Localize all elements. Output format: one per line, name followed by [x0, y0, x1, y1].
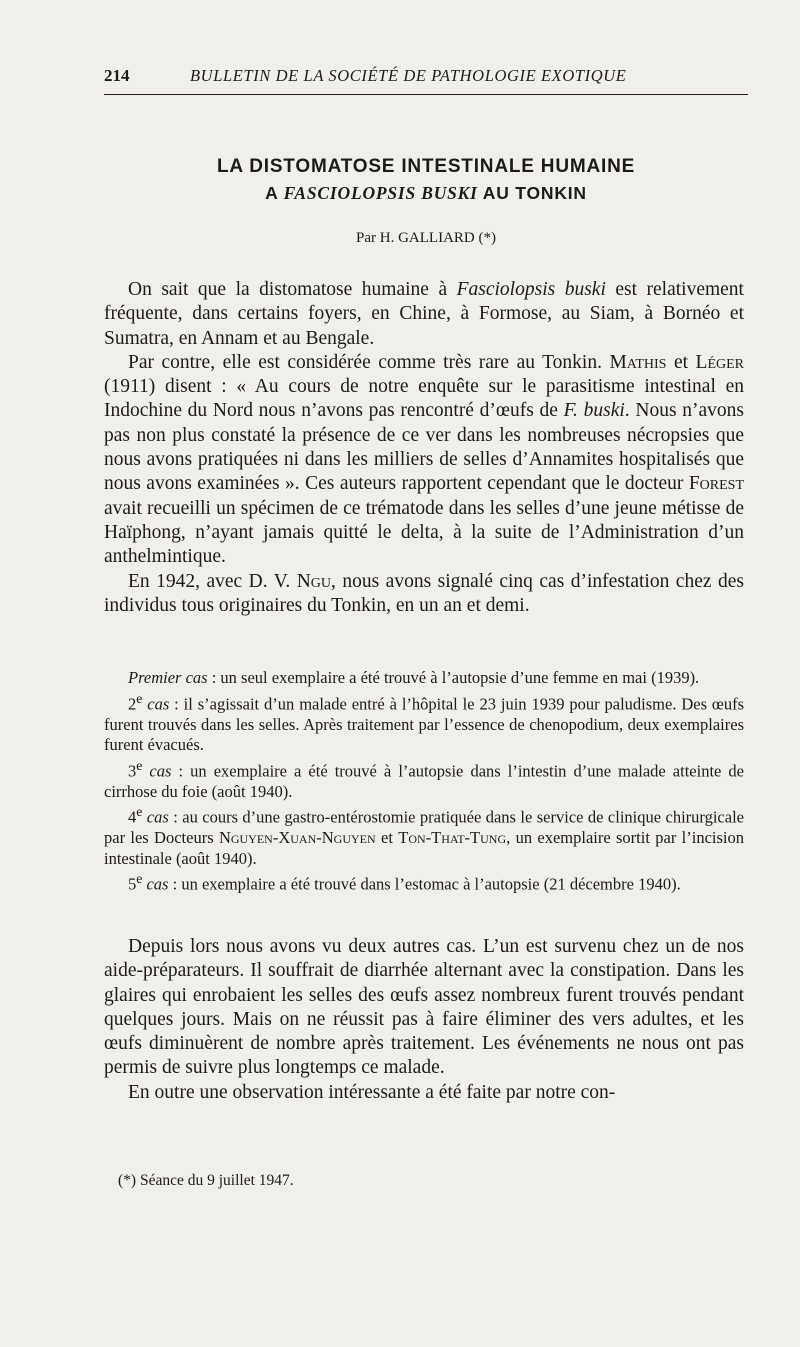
author-name: Léger — [695, 351, 744, 373]
case-label: cas — [149, 761, 172, 780]
running-head — [104, 66, 748, 90]
surgeon-name: Nguyen-Xuan-Nguyen — [218, 828, 376, 847]
case-text: : il s’agissait d’un malade entré à l’hôpital le 23 juin 1939 pour paludisme. Des œufs furent trouvés dans les selles. Après traitement par l’essence de chenopodium, deux exemplaires furent évacués. — [104, 694, 744, 754]
paragraph-3 — [104, 570, 744, 619]
text-run: On sait que la distomatose humaine à — [128, 279, 457, 300]
author-name: Mathis — [609, 351, 667, 373]
case-number-suffix: e — [136, 871, 143, 886]
case-number: 5 — [128, 874, 137, 894]
journal-title: BULLETIN DE LA SOCIÉTÉ DE PATHOLOGIE EXOTIQUE — [190, 66, 627, 85]
paragraph-5: En outre une observation intéressante a été faite par notre con- — [128, 1081, 616, 1103]
text-run: , nous avons signalé cinq cas d’infestation chez des individus tous originaires du Tonkin, en un an et demi. — [104, 570, 744, 616]
text-run: est relativement fréquente, dans certains foyers, en Chine, à Formose, au Siam, à Bornéo et Sumatra, en Annam et au Bengale. — [104, 279, 744, 349]
case-item — [104, 802, 744, 869]
text-run: et — [666, 351, 696, 373]
paragraph-2 — [104, 351, 744, 570]
text-run: . Nous n’avons pas non plus constaté la présence de ce ver dans les nombreuses nécropsies que nous avons pratiquées ni dans les milliers de selles d’Annamites hospitalisés que nous avons examinées ». Ces auteurs rapportent cependant que le docteur — [104, 400, 744, 495]
case-item — [104, 689, 744, 756]
body-section-2 — [104, 935, 744, 1105]
case-item — [104, 869, 744, 895]
header-rule — [104, 94, 748, 95]
title-species: FASCIOLOPSIS BUSKI — [283, 183, 478, 203]
case-text: : un exemplaire a été trouvé dans l’estomac à l’autopsie (21 décembre 1940). — [168, 874, 681, 894]
case-text: : au cours d’une gastro-entérostomie pratiquée dans le service de clinique chirurgicale par les Docteurs — [104, 807, 744, 847]
case-item — [104, 756, 744, 803]
case-label: cas — [147, 694, 170, 713]
article-title-line-2 — [104, 183, 748, 204]
case-item — [104, 668, 744, 689]
case-number-suffix: e — [136, 804, 143, 819]
case-number: 2 — [128, 694, 137, 713]
case-text: : un seul exemplaire a été trouvé à l’autopsie d’une femme en mai (1939). — [207, 668, 700, 687]
case-number: 3 — [128, 761, 137, 780]
author-name: Forest — [688, 473, 744, 495]
case-list — [104, 668, 744, 895]
case-label: Premier cas — [128, 668, 208, 687]
title-prefix: A — [265, 183, 284, 203]
text-run: Par contre, elle est considérée comme très rare au Tonkin. — [128, 351, 610, 373]
text-run: avait recueilli un spécimen de ce trématode dans les selles d’une jeune métisse de Haïphong, n’ayant jamais quitté le delta, à la suite de l’Administration d’un anthelmintique. — [104, 497, 744, 568]
text-run: En 1942, avec D. V. — [128, 570, 297, 592]
title-suffix: AU TONKIN — [477, 183, 587, 203]
page-number: 214 — [104, 66, 130, 85]
paragraph-1 — [104, 278, 744, 351]
case-text: , un exemplaire sortit par l’incision intestinale (août 1940). — [104, 828, 744, 868]
case-label: cas — [146, 874, 169, 894]
text-run: (1911) disent : « Au cours de notre enquête sur le parasitisme intestinal en Indochine du Nord nous n’avons pas rencontré d’œufs de — [104, 376, 744, 422]
footnote: (*) Séance du 9 juillet 1947. — [118, 1172, 294, 1189]
species-name: F. buski — [563, 400, 625, 422]
species-name: Fasciolopsis buski — [456, 279, 606, 300]
paragraph-4: Depuis lors nous avons vu deux autres cas. L’un est survenu chez un de nos aide-préparateurs. Il souffrait de diarrhée alternant avec la constipation. Dans les glaires qui enrobaient les selles des œufs assez nombreux furent trouvés pendant quelques jours. Mais on ne réussit pas à faire éliminer des vers adultes, et les œufs diminuèrent de nombre après traitement. Les événements ne nous ont pas permis de suivre plus longtemps ce malade. — [104, 936, 744, 1079]
case-number-suffix: e — [136, 690, 143, 706]
case-number: 4 — [128, 807, 137, 827]
author-line: Par H. GALLIARD (*) — [356, 230, 496, 246]
case-number-suffix: e — [136, 757, 143, 773]
surgeon-name: Ton-That-Tung — [398, 828, 507, 847]
case-label: cas — [146, 807, 169, 827]
article-title-line-1: LA DISTOMATOSE INTESTINALE HUMAINE — [216, 156, 636, 177]
author-name: Ngu — [296, 570, 331, 592]
case-text: : un exemplaire a été trouvé à l’autopsie dans l’intestin d’une malade atteinte de cirrhose du foie (août 1940). — [104, 761, 744, 801]
case-text: et — [375, 828, 399, 847]
body-section-1 — [104, 278, 744, 618]
